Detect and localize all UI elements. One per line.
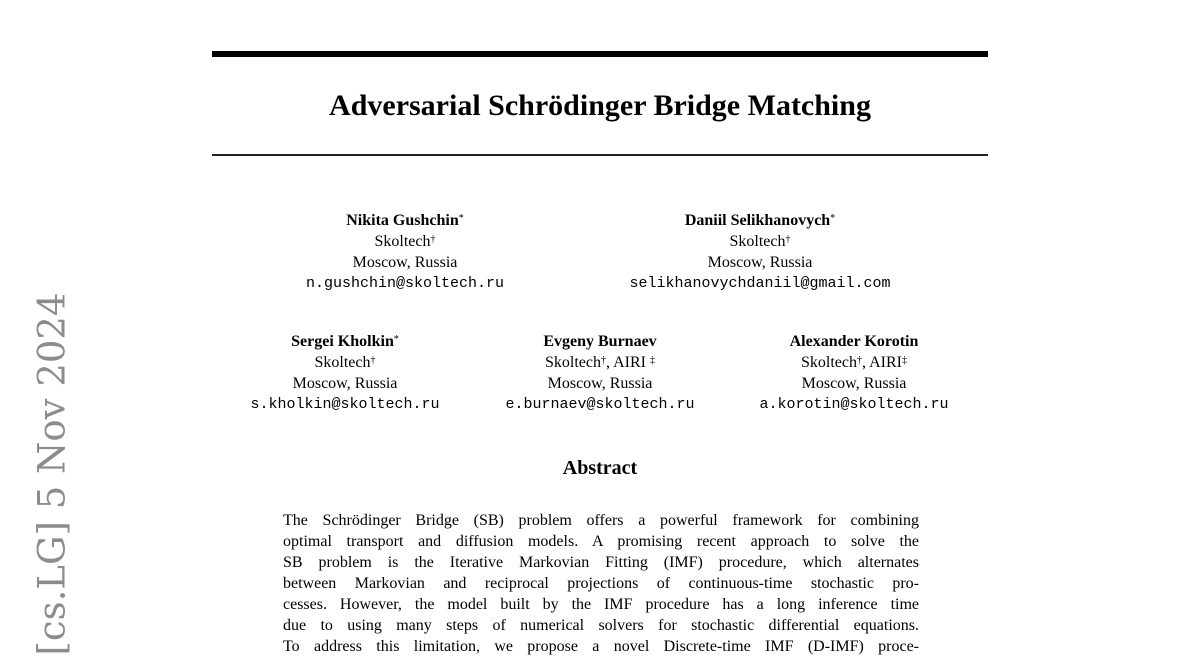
- author-mark: *: [393, 334, 399, 345]
- author-block: [730, 331, 978, 415]
- author-block: [255, 210, 555, 294]
- affiliation-mark: †: [430, 234, 436, 245]
- abstract-line: optimal transport and diffusion models. A promising recent approach to solve the: [283, 533, 919, 550]
- arxiv-stamp-text: [cs.LG] 5 Nov 2024: [30, 292, 74, 656]
- author-name: Sergei Kholkin: [291, 333, 394, 350]
- author-mark: *: [830, 213, 836, 224]
- author-name: Nikita Gushchin: [346, 212, 459, 229]
- affiliation-mark: †: [857, 355, 862, 366]
- abstract-line: To address this limitation, we propose a novel Discrete-time IMF (D-IMF) proce-: [283, 638, 919, 655]
- author-location: Moscow, Russia: [352, 254, 458, 271]
- author-location: Moscow, Russia: [707, 254, 813, 271]
- abstract-heading: Abstract: [562, 457, 638, 479]
- author-email[interactable]: s.kholkin@skoltech.ru: [250, 396, 440, 413]
- author-email[interactable]: selikhanovychdaniil@gmail.com: [629, 275, 891, 292]
- author-affiliation: Skoltech: [374, 233, 431, 250]
- affiliation-mark: †: [601, 355, 606, 366]
- affiliation-extra-mark: ‡: [902, 355, 907, 366]
- author-email[interactable]: e.burnaev@skoltech.ru: [505, 396, 695, 413]
- author-location: Moscow, Russia: [801, 375, 907, 392]
- author-name: Alexander Korotin: [789, 333, 919, 350]
- author-name: Daniil Selikhanovych: [684, 212, 831, 229]
- abstract-line: The Schrödinger Bridge (SB) problem offers a powerful framework for combining: [283, 512, 919, 529]
- author-block: [220, 331, 470, 415]
- affiliation-mark: †: [370, 355, 376, 366]
- paper-title: Adversarial Schrödinger Bridge Matching: [329, 89, 871, 122]
- author-affiliation-extra: , AIRI: [862, 354, 902, 371]
- author-location: Moscow, Russia: [292, 375, 398, 392]
- arxiv-stamp: [24, 292, 80, 656]
- abstract-line: between Markovian and reciprocal projections of continuous-time stochastic pro-: [283, 575, 919, 592]
- affiliation-extra-mark: ‡: [650, 355, 655, 366]
- title-rule-top: [212, 51, 988, 57]
- abstract-body: [283, 510, 919, 657]
- author-block: [475, 331, 725, 415]
- affiliation-mark: †: [785, 234, 791, 245]
- abstract-line: cesses. However, the model built by the IMF procedure has a long inference time: [283, 596, 919, 613]
- author-email[interactable]: a.korotin@skoltech.ru: [759, 396, 949, 413]
- author-affiliation: Skoltech: [545, 354, 601, 371]
- author-mark: *: [458, 213, 464, 224]
- author-location: Moscow, Russia: [547, 375, 653, 392]
- author-affiliation: Skoltech: [729, 233, 786, 250]
- author-block: [580, 210, 940, 294]
- title-rule-bottom: [212, 154, 988, 156]
- abstract-line: due to using many steps of numerical solvers for stochastic differential equations.: [283, 617, 919, 634]
- author-affiliation-extra: , AIRI: [606, 354, 650, 371]
- author-affiliation: Skoltech: [801, 354, 857, 371]
- author-affiliation: Skoltech: [314, 354, 371, 371]
- author-name: Evgeny Burnaev: [543, 333, 657, 350]
- author-email[interactable]: n.gushchin@skoltech.ru: [305, 275, 505, 292]
- abstract-line: SB problem is the Iterative Markovian Fitting (IMF) procedure, which alternates: [283, 554, 919, 571]
